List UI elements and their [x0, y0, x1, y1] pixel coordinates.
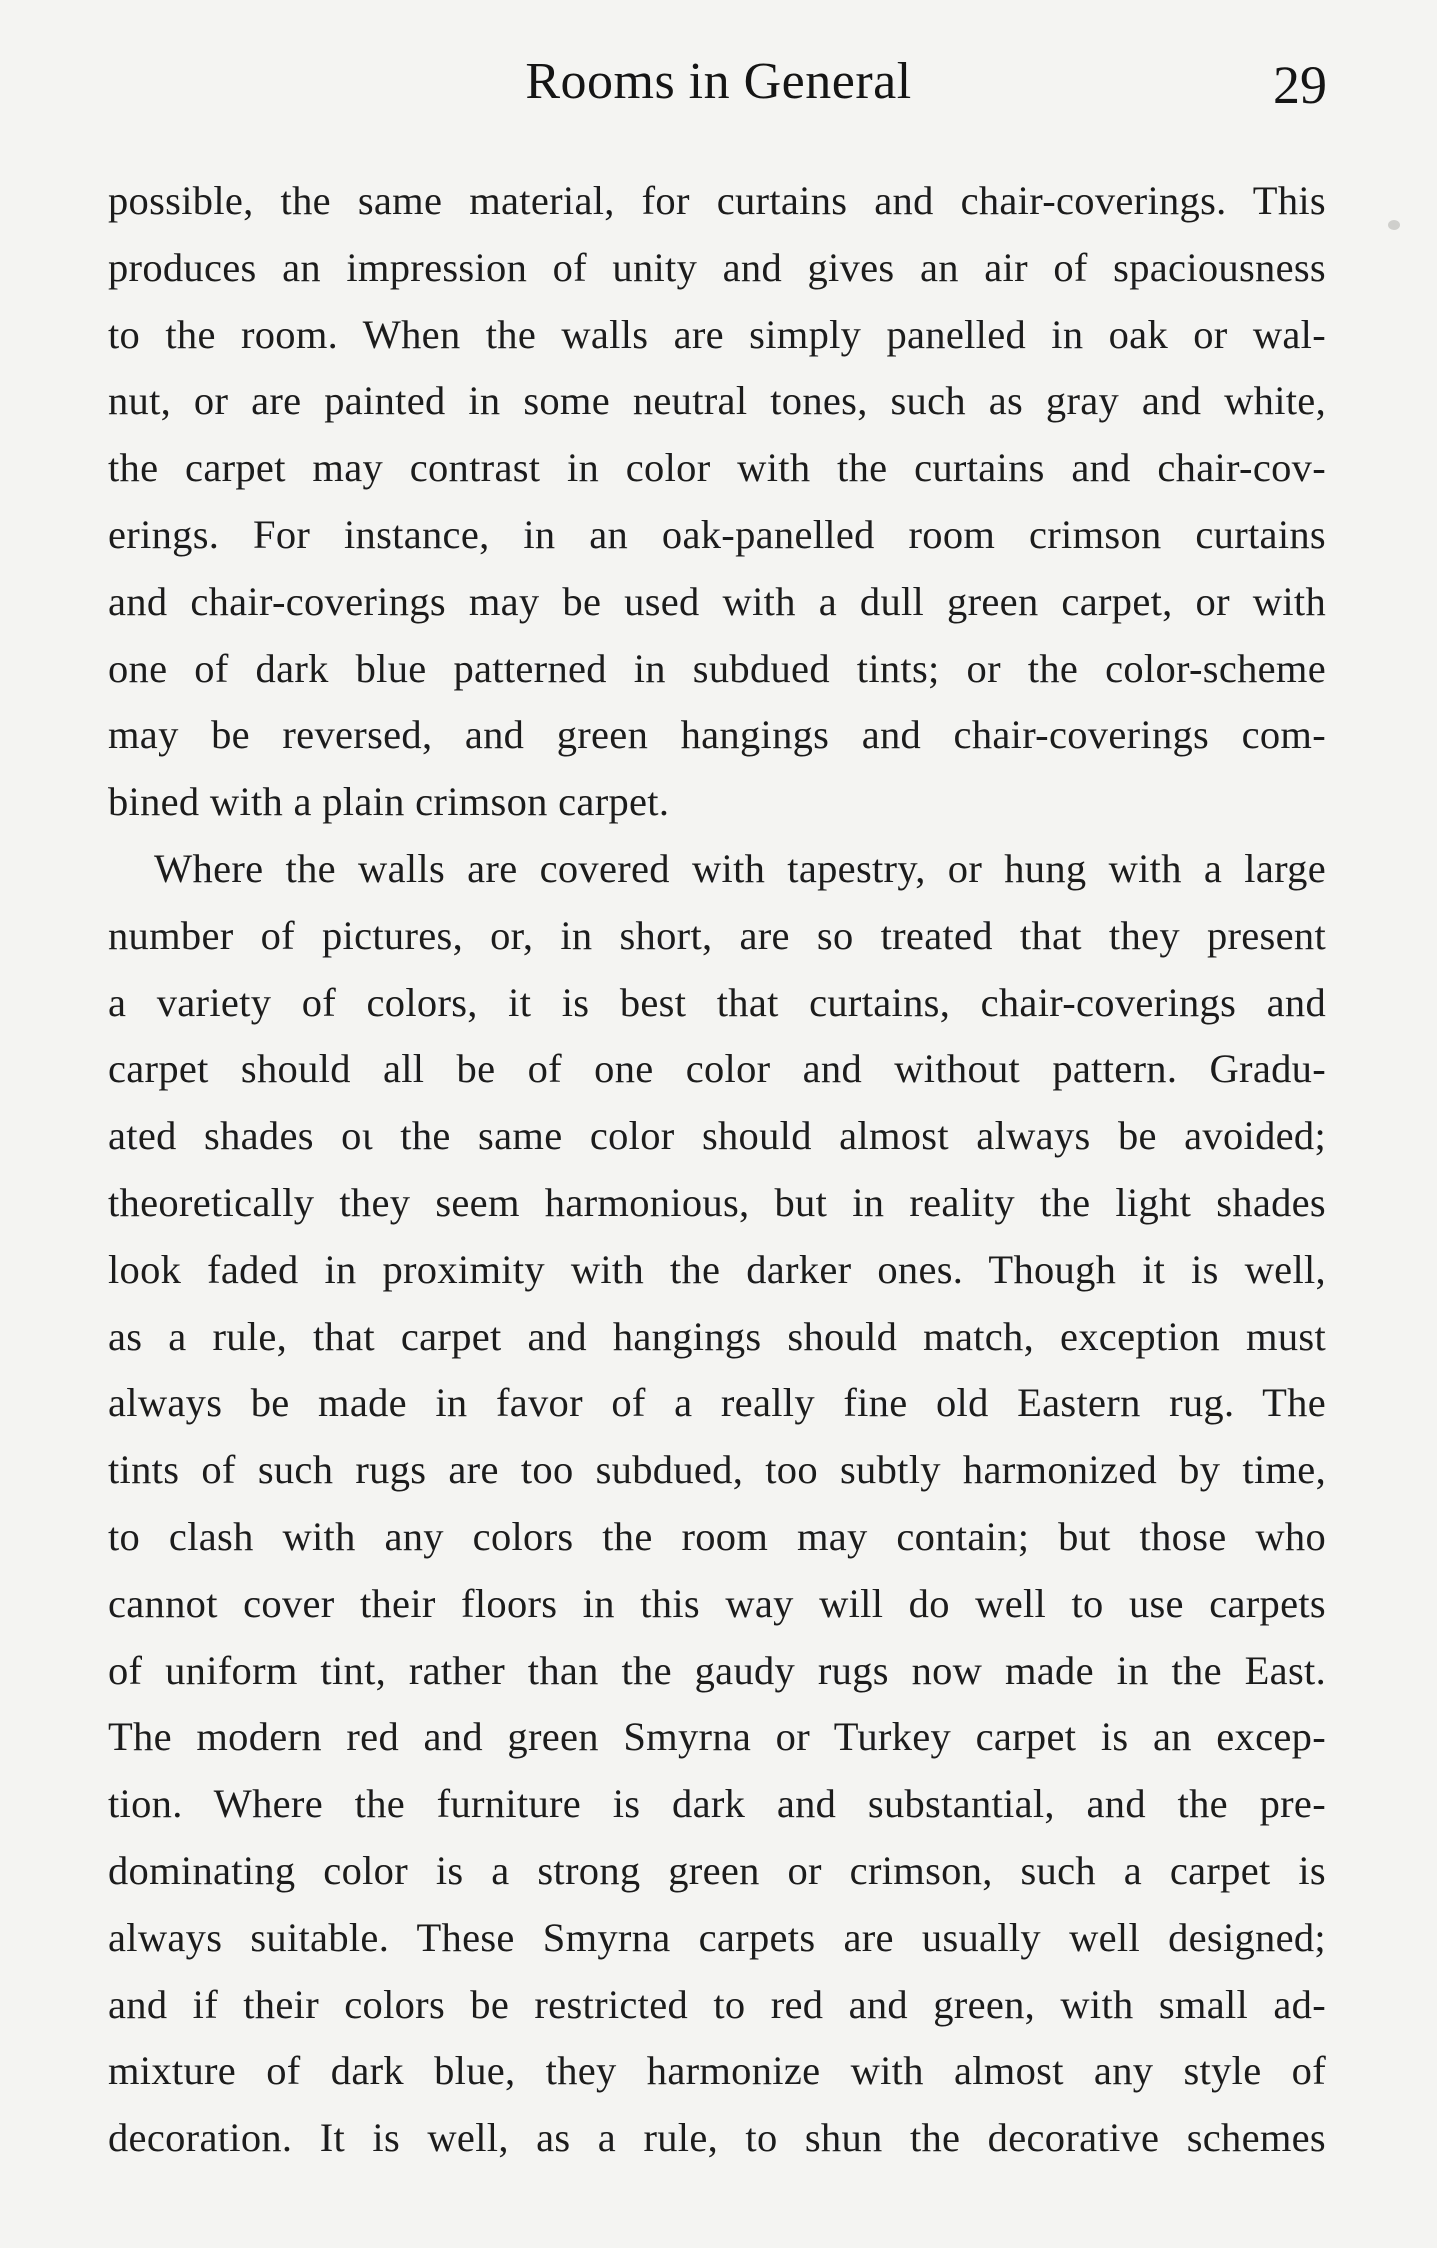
running-head-title: Rooms in General: [525, 53, 912, 110]
text-line: Where the walls are covered with tapestry, or hung with a large: [154, 845, 1326, 891]
text-line: bined with a plain crimson carpet.: [108, 779, 670, 825]
text-line: and if their colors be restricted to red and green, with small ad-: [108, 1981, 1326, 2027]
text-line: possible, the same material, for curtains and chair-coverings. This: [108, 178, 1326, 223]
text-line: nut, or are painted in some neutral tones, such as gray and white,: [108, 378, 1326, 424]
text-line: always suitable. These Smyrna carpets are usually well designed;: [108, 1914, 1326, 1960]
text-line: erings. For instance, in an oak-panelled room crimson curtains: [108, 511, 1326, 557]
paragraph-2: [108, 836, 1326, 2172]
text-line: decoration. It is well, as a rule, to shun the decorative schemes: [108, 2115, 1326, 2161]
text-line: cannot cover their floors in this way will do well to use carpets: [108, 1580, 1326, 1626]
text-line: a variety of colors, it is best that curtains, chair-coverings and: [108, 979, 1326, 1025]
paragraph-1: [108, 168, 1326, 836]
text-line: theoretically they seem harmonious, but in reality the light shades: [108, 1179, 1326, 1225]
text-line: may be reversed, and green hangings and chair-coverings com-: [108, 712, 1326, 758]
text-line: dominating color is a strong green or crimson, such a carpet is: [108, 1847, 1326, 1893]
text-line: the carpet may contrast in color with the curtains and chair-cov-: [108, 445, 1326, 491]
text-line: number of pictures, or, in short, are so treated that they present: [108, 912, 1326, 958]
paper-blemish: [1388, 220, 1400, 230]
text-line: carpet should all be of one color and without pattern. Gradu-: [108, 1046, 1326, 1092]
text-line: of uniform tint, rather than the gaudy rugs now made in the East.: [108, 1647, 1326, 1693]
text-line: ated shades oι the same color should almost always be avoided;: [108, 1113, 1326, 1159]
running-head: [0, 52, 1437, 132]
page-number: 29: [1273, 55, 1327, 115]
text-line: and chair-coverings may be used with a dull green carpet, or with: [108, 578, 1326, 624]
text-line: tion. Where the furniture is dark and substantial, and the pre-: [108, 1781, 1326, 1827]
text-line: produces an impression of unity and gives an air of spaciousness: [108, 244, 1326, 290]
text-line: as a rule, that carpet and hangings should match, exception must: [108, 1313, 1326, 1359]
text-line: The modern red and green Smyrna or Turkey carpet is an excep-: [108, 1714, 1326, 1760]
text-line: one of dark blue patterned in subdued tints; or the color-scheme: [108, 645, 1326, 691]
text-line: to the room. When the walls are simply panelled in oak or wal-: [108, 311, 1326, 357]
text-line: tints of such rugs are too subdued, too subtly harmonized by time,: [108, 1447, 1326, 1493]
text-line: always be made in favor of a really fine old Eastern rug. The: [108, 1380, 1326, 1426]
body-text: [108, 168, 1326, 2172]
text-line: look faded in proximity with the darker ones. Though it is well,: [108, 1246, 1326, 1292]
text-line: mixture of dark blue, they harmonize with almost any style of: [108, 2048, 1326, 2094]
text-line: to clash with any colors the room may contain; but those who: [108, 1513, 1326, 1559]
